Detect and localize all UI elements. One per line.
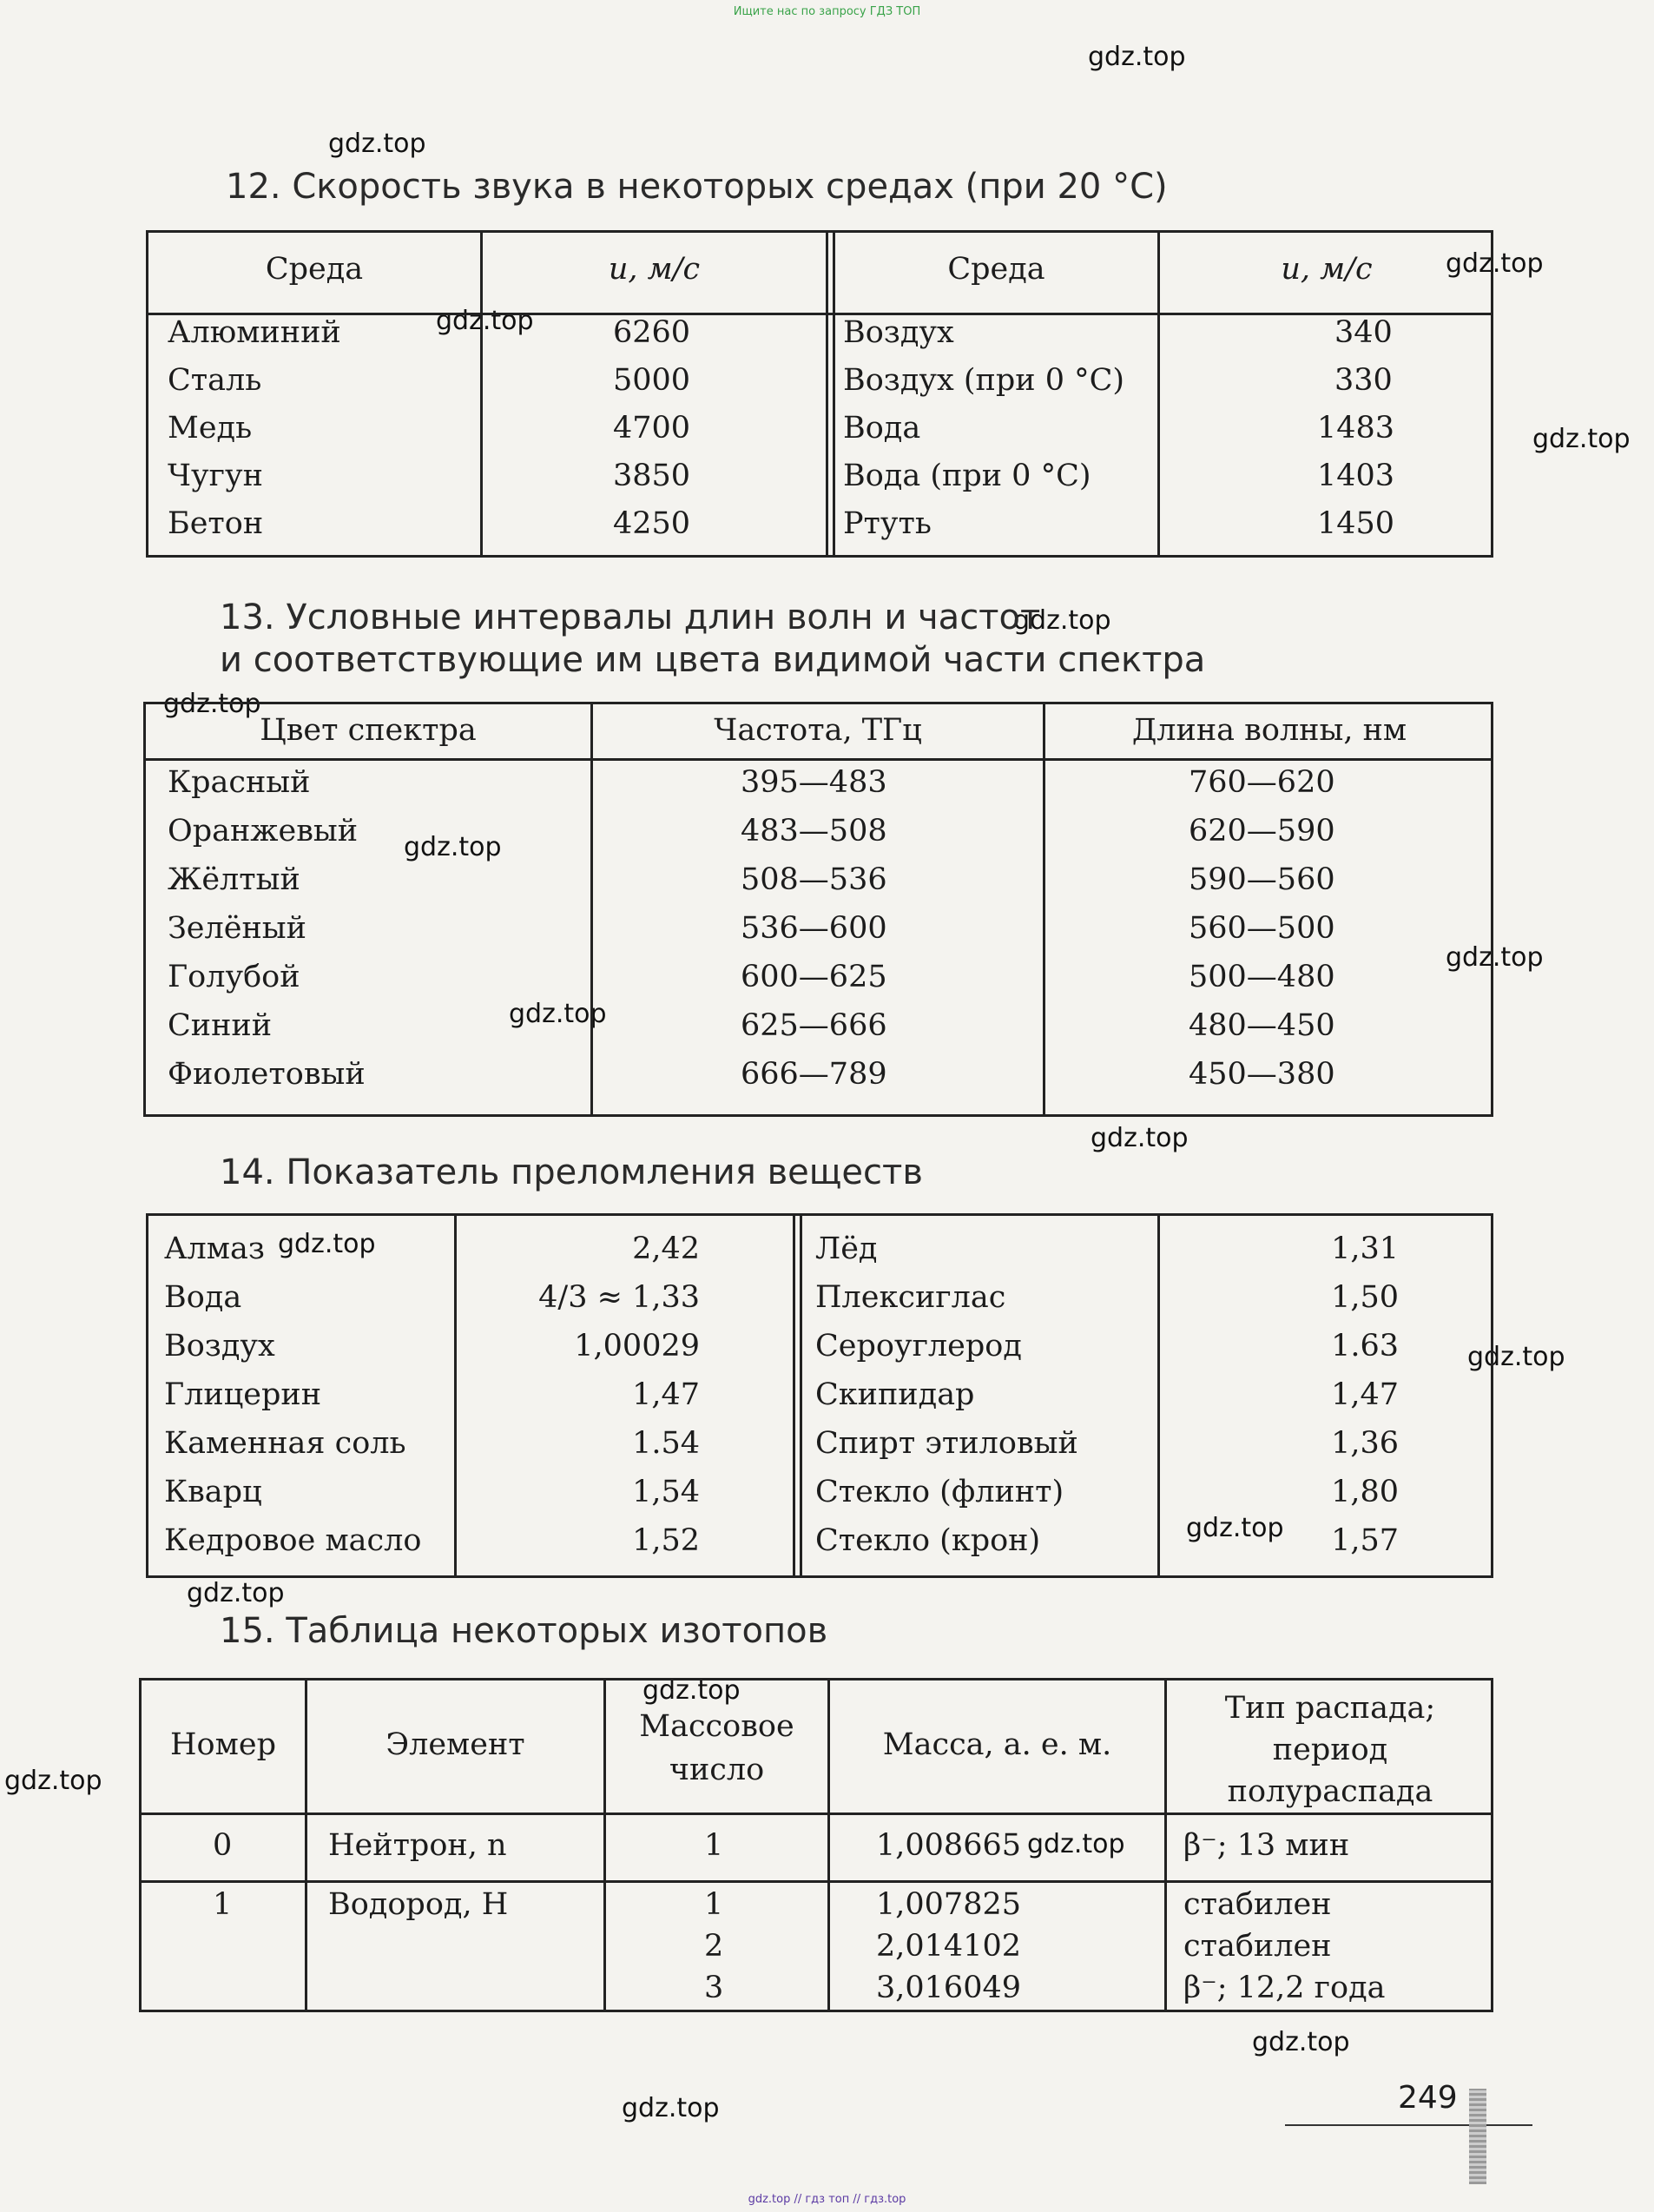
speed: 330 — [1334, 363, 1393, 398]
refractive-index: 2,42 — [632, 1231, 700, 1266]
frequency: 508—536 — [741, 862, 887, 897]
speed: 1403 — [1317, 459, 1395, 493]
medium: Чугун — [168, 459, 263, 493]
spectrum-color: Голубой — [168, 960, 300, 994]
page-number-rule — [1285, 2124, 1532, 2126]
speed: 1483 — [1317, 411, 1395, 446]
medium: Вода — [843, 411, 921, 446]
watermark: gdz.top — [4, 1766, 102, 1796]
frequency: 625—666 — [741, 1008, 887, 1043]
isotope-mass: 3,016049 — [876, 1971, 1022, 2005]
frequency: 536—600 — [741, 911, 887, 946]
frequency: 395—483 — [741, 765, 887, 800]
substance: Алмаз — [164, 1231, 265, 1266]
spectrum-color: Зелёный — [168, 911, 306, 946]
frequency: 666—789 — [741, 1057, 887, 1092]
speed: 1450 — [1317, 506, 1395, 541]
medium: Сталь — [168, 363, 262, 398]
substance: Глицерин — [164, 1377, 322, 1412]
substance: Лёд — [815, 1231, 878, 1266]
medium: Воздух — [843, 315, 954, 350]
frequency: 483—508 — [741, 814, 887, 848]
watermark: gdz.top — [404, 832, 502, 862]
medium: Воздух (при 0 °С) — [843, 363, 1125, 398]
mass-number: 3 — [704, 1971, 724, 2005]
isotope-number: 0 — [213, 1828, 233, 1863]
substance: Вода — [164, 1280, 242, 1315]
watermark: gdz.top — [622, 2093, 720, 2123]
mass-number: 1 — [704, 1887, 724, 1922]
wavelength: 590—560 — [1189, 862, 1335, 897]
substance: Каменная соль — [164, 1426, 406, 1461]
isotope-mass: 1,008665 — [876, 1828, 1022, 1863]
watermark: gdz.top — [1446, 942, 1544, 973]
col-header-decay: полураспада — [1227, 1774, 1433, 1809]
col-header-mass-number: Массовое — [639, 1709, 794, 1744]
wavelength: 500—480 — [1189, 960, 1335, 994]
table-14-title: 14. Показатель преломления веществ — [220, 1152, 923, 1192]
refractive-index: 1,57 — [1331, 1523, 1399, 1558]
page-number: 249 — [1398, 2080, 1458, 2116]
substance: Сероуглерод — [815, 1329, 1022, 1364]
col-header-number: Номер — [170, 1727, 276, 1762]
speed: 5000 — [613, 363, 691, 398]
watermark: gdz.top — [1027, 1829, 1125, 1859]
watermark: gdz.top — [163, 689, 261, 719]
watermark: gdz.top — [642, 1675, 741, 1706]
substance: Стекло (крон) — [815, 1523, 1041, 1558]
medium: Бетон — [168, 506, 264, 541]
table-12-title: 12. Скорость звука в некоторых средах (при 20 °С) — [226, 167, 1168, 207]
speed: 4700 — [613, 411, 691, 446]
watermark: gdz.top — [1446, 248, 1544, 279]
watermark: gdz.top — [436, 306, 534, 336]
col-header-wavelength: Длина волны, нм — [1131, 713, 1407, 748]
watermark: gdz.top — [509, 999, 607, 1029]
refractive-index: 1,31 — [1331, 1231, 1399, 1266]
watermark: gdz.top — [278, 1229, 376, 1259]
substance: Стекло (флинт) — [815, 1475, 1064, 1509]
isotope-mass: 1,007825 — [876, 1887, 1022, 1922]
decay: стабилен — [1183, 1887, 1332, 1922]
wavelength: 760—620 — [1189, 765, 1335, 800]
decay: β⁻; 12,2 года — [1183, 1971, 1386, 2005]
speed: 6260 — [613, 315, 691, 350]
refractive-index: 1,00029 — [574, 1329, 700, 1364]
medium: Вода (при 0 °С) — [843, 459, 1091, 493]
col-header-speed: u, м/с — [1281, 252, 1373, 287]
refractive-index: 4/3 ≈ 1,33 — [538, 1280, 700, 1315]
refractive-index: 1.54 — [632, 1426, 700, 1461]
spectrum-color: Оранжевый — [168, 814, 359, 848]
watermark: gdz.top — [1252, 2027, 1350, 2057]
frequency: 600—625 — [741, 960, 887, 994]
table-15 — [139, 1678, 1493, 2012]
wavelength: 480—450 — [1189, 1008, 1335, 1043]
table-12 — [146, 230, 1493, 558]
wavelength: 560—500 — [1189, 911, 1335, 946]
decay: стабилен — [1183, 1929, 1332, 1964]
table-13-title-line2: и соответствующие им цвета видимой части спектра — [220, 640, 1206, 680]
watermark: gdz.top — [1013, 605, 1111, 636]
wavelength: 620—590 — [1189, 814, 1335, 848]
refractive-index: 1,47 — [632, 1377, 700, 1412]
watermark: gdz.top — [1091, 1123, 1189, 1153]
medium: Алюминий — [168, 315, 341, 350]
table-13 — [143, 702, 1493, 1117]
spectrum-color: Жёлтый — [168, 862, 300, 897]
col-header-decay: Тип распада; — [1224, 1691, 1436, 1726]
watermark: gdz.top — [187, 1578, 285, 1608]
refractive-index: 1,36 — [1331, 1426, 1399, 1461]
isotope-mass: 2,014102 — [876, 1929, 1022, 1964]
mass-number: 2 — [704, 1929, 724, 1964]
col-header-speed: u, м/с — [608, 252, 701, 287]
refractive-index: 1.63 — [1331, 1329, 1399, 1364]
col-header-mass-number: число — [669, 1753, 765, 1787]
watermark: gdz.top — [1532, 424, 1631, 454]
isotope-element: Нейтрон, n — [328, 1828, 507, 1863]
table-15-title: 15. Таблица некоторых изотопов — [220, 1611, 828, 1651]
speed: 4250 — [613, 506, 691, 541]
col-header-decay: период — [1272, 1733, 1388, 1767]
substance: Спирт этиловый — [815, 1426, 1078, 1461]
spectrum-color: Синий — [168, 1008, 273, 1043]
substance: Кедровое масло — [164, 1523, 422, 1558]
col-header-medium: Среда — [265, 252, 364, 287]
mass-number: 1 — [704, 1828, 724, 1863]
speed: 340 — [1334, 315, 1393, 350]
footer-note: gdz.top // гдз топ // гдз.top — [748, 2193, 906, 2206]
page-edge-marker — [1469, 2089, 1486, 2184]
table-13-title-line1: 13. Условные интервалы длин волн и частот — [220, 598, 1041, 637]
col-header-color: Цвет спектра — [260, 713, 477, 748]
medium: Медь — [168, 411, 253, 446]
watermark: gdz.top — [1186, 1513, 1284, 1543]
refractive-index: 1,50 — [1331, 1280, 1399, 1315]
medium: Ртуть — [843, 506, 932, 541]
col-header-medium: Среда — [947, 252, 1045, 287]
substance: Скипидар — [815, 1377, 975, 1412]
watermark: gdz.top — [1467, 1342, 1565, 1372]
decay: β⁻; 13 мин — [1183, 1828, 1350, 1863]
refractive-index: 1,80 — [1331, 1475, 1399, 1509]
refractive-index: 1,52 — [632, 1523, 700, 1558]
isotope-element: Водород, Н — [328, 1887, 509, 1922]
col-header-frequency: Частота, ТГц — [714, 713, 922, 748]
header-note: Ищите нас по запросу ГДЗ ТОП — [733, 5, 921, 18]
substance: Кварц — [164, 1475, 262, 1509]
isotope-number: 1 — [213, 1887, 233, 1922]
watermark: gdz.top — [1088, 42, 1186, 72]
refractive-index: 1,47 — [1331, 1377, 1399, 1412]
table-14 — [146, 1213, 1493, 1578]
col-header-element: Элемент — [385, 1727, 525, 1762]
substance: Плексиглас — [815, 1280, 1006, 1315]
watermark: gdz.top — [328, 129, 426, 159]
speed: 3850 — [613, 459, 691, 493]
wavelength: 450—380 — [1189, 1057, 1335, 1092]
substance: Воздух — [164, 1329, 275, 1364]
refractive-index: 1,54 — [632, 1475, 700, 1509]
col-header-mass: Масса, а. е. м. — [882, 1727, 1112, 1762]
spectrum-color: Фиолетовый — [168, 1057, 366, 1092]
spectrum-color: Красный — [168, 765, 311, 800]
